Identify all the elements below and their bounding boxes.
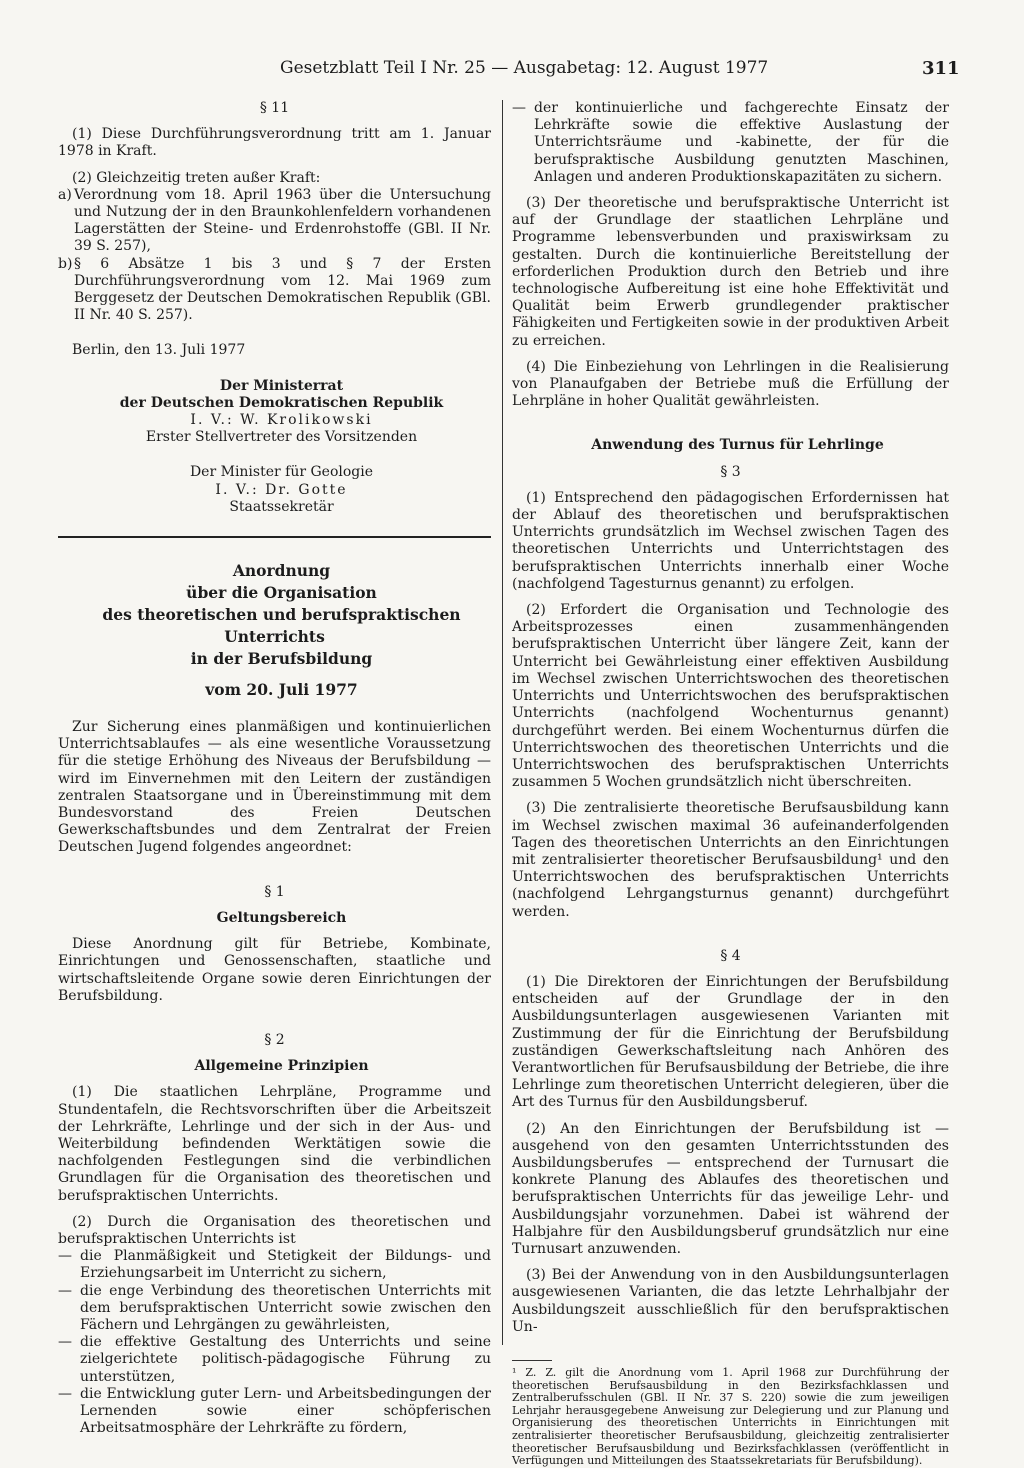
left-column	[58, 100, 491, 1437]
signatory-name: I. V.: Dr. Gotte	[215, 481, 348, 498]
signature-body: Der Minister für Geologie	[189, 464, 374, 481]
page-number: 311	[922, 58, 960, 79]
list-item	[58, 1334, 491, 1386]
section-group-title: Anwendung des Turnus für Lehrlinge	[591, 437, 884, 454]
section-4-para-1: (1) Die Direktoren der Einrichtungen der Berufsbildung entscheiden auf der Grundlage der in den Ausbildungsunterlagen ausgewiesenen Varianten mit Zustimmung der für die Einrichtung der Berufsbildung zuständigen Gewerkschaftsleitung nach Anhören des Verantwortlichen für Berufsausbildung der Betriebe, die ihre Lehrlinge zum theoretischen Unterricht delegieren, über die Art des Turnus für den Ausbildungsberuf.	[512, 973, 949, 1111]
signatory-name: I. V.: W. Krolikowski	[190, 412, 373, 429]
item-text: die effektive Gestaltung des Unterrichts und seine zielgerichtete politisch-pädagogische Führung zu unterstützen,	[80, 1334, 491, 1385]
section-3-para-1: (1) Entsprechend den pädagogischen Erfordernissen hat der Ablauf des theoretischen und berufspraktischen Unterrichts grundsätzlich im Wechsel zwischen Tagen des theoretischen Unterrichts und Unterrichtstagen des berufspraktischen Unterrichts innerhalb einer Woche (nachfolgend Tagesturnus genannt) zu erfolgen.	[512, 489, 949, 592]
section-4-heading: § 4	[720, 947, 741, 964]
section-11-heading: § 11	[259, 100, 290, 116]
section-1-heading: § 1	[264, 883, 285, 900]
section-1-title: Geltungsbereich	[216, 909, 347, 926]
item-label: b)	[58, 255, 73, 272]
column-divider	[502, 100, 503, 1345]
section-11-para-2: (2) Gleichzeitig treten außer Kraft:	[72, 169, 321, 186]
section-3-heading: § 3	[720, 463, 741, 480]
footnote: ¹ Z. Z. gilt die Anordnung vom 1. April 1968 zur Durchführung der theoretischen Berufsausbildung in den Bezirksfachklassen und Zentralberufsschulen (GBl. II Nr. 37 S. 220) sowie die zum jeweiligen Lehrjahr herausgegebene Anweisung zur Delegierung und zur Planung und Organisierung des theoretischen Unterrichts in Einrichtungen mit zentralisierter theoretischer Berufsausbildung, gleichzeitig zentralisierter theoretischer Berufsausbildung und Bezirksfachklassen (veröffentlicht in Verfügungen und Mitteilungen des Staatssekretariats für Berufsbildung).	[512, 1366, 949, 1468]
page-header	[280, 58, 960, 78]
list-item	[58, 1283, 491, 1335]
section-2-title: Allgemeine Prinzipien	[194, 1058, 369, 1075]
signature-body: Der Ministerrat	[219, 377, 344, 394]
item-text: Verordnung vom 18. April 1963 über die Untersuchung und Nutzung der in den Braunkohlenfeldern vorhandenen Lagerstätten der Steine- und Erdenrohstoffe (GBl. II Nr. 39 S. 257),	[74, 186, 491, 255]
preamble: Zur Sicherung eines planmäßigen und kontinuierlichen Unterrichtsablaufes — als eine wesentliche Voraussetzung für die stetige Erhöhung des Niveaus der Berufsbildung — wird im Einvernehmen mit den Leitern der zuständigen zentralen Staatsorgane und in Übereinstimmung mit dem Bundesvorstand des Freien Deutschen Gewerkschaftsbundes und dem Zentralrat der Freien Deutschen Jugend folgendes angeordnet:	[58, 719, 491, 856]
document-title: über die Organisation	[186, 583, 377, 603]
section-2-para-4: (4) Die Einbeziehung von Lehrlingen in die Realisierung von Planaufgaben der Betriebe muß die Erfüllung der Lehrpläne in hoher Qualität gewährleisten.	[512, 358, 949, 410]
dash-marker: —	[58, 1248, 72, 1265]
item-text: der kontinuierliche und fachgerechte Einsatz der Lehrkräfte sowie die effektive Auslastung der Unterrichtsräume und -kabinette, der für die berufspraktische Ausbildung genutzten Maschinen, Anlagen und anderen Produktionskapazitäten zu sichern.	[534, 100, 949, 185]
item-text: die Entwicklung guter Lern- und Arbeitsbedingungen der Lernenden sowie einer schöpferischen Arbeitsatmosphäre der Lehrkräfte zu fördern,	[80, 1385, 491, 1437]
dash-marker: —	[58, 1334, 72, 1351]
list-item	[58, 256, 491, 325]
section-4-para-3: (3) Bei der Anwendung von in den Ausbildungsunterlagen ausgewiesenen Varianten, die das letzte Lehrhalbjahr der Ausbildungszeit ausschließlich für den berufspraktischen Un-	[512, 1267, 949, 1335]
section-1-text: Diese Anordnung gilt für Betriebe, Kombinate, Einrichtungen und Genossenschaften, staatliche und wirtschaftsleitende Organe sowie deren Einrichtungen der Berufsbildung.	[58, 936, 491, 1004]
signatory-role: Erster Stellvertreter des Vorsitzenden	[145, 429, 418, 446]
document-title: des theoretischen und berufspraktischen Unterrichts	[102, 605, 461, 647]
list-item	[58, 187, 491, 256]
section-2-para-2: (2) Durch die Organisation des theoretischen und berufspraktischen Unterrichts ist	[58, 1213, 491, 1247]
dash-marker: —	[512, 100, 526, 116]
item-text: § 6 Absätze 1 bis 3 und § 7 der Ersten Durchführungsverordnung vom 12. Mai 1969 zum Berggesetz der Deutschen Demokratischen Republik (GBl. II Nr. 40 S. 257).	[74, 255, 491, 324]
item-text: die Planmäßigkeit und Stetigkeit der Bildungs- und Erziehungsarbeit im Unterricht zu sichern,	[80, 1248, 491, 1282]
dash-marker: —	[58, 1385, 72, 1402]
document-date: vom 20. Juli 1977	[205, 680, 358, 700]
section-2-para-1: (1) Die staatlichen Lehrpläne, Programme und Stundentafeln, die Rechtsvorschriften über die Arbeitszeit der Lehrkräfte, Lehrlinge und der sich in der Aus- und Weiterbildung befindenden Werktätigen sowie die nachfolgenden Festlegungen sind die verbindlichen Grundlagen für die Organisation des theoretischen und berufspraktischen Unterrichts.	[58, 1084, 491, 1204]
signature-body: der Deutschen Demokratischen Republik	[119, 394, 444, 411]
signatory-role: Staatssekretär	[229, 498, 334, 515]
document-title: in der Berufsbildung	[190, 649, 373, 669]
section-11-para-1: (1) Diese Durchführungsverordnung tritt am 1. Januar 1978 in Kraft.	[58, 126, 491, 160]
list-item	[58, 1386, 491, 1438]
header-text: Gesetzblatt Teil I Nr. 25 — Ausgabetag: 12. August 1977	[280, 58, 769, 78]
list-item	[512, 100, 949, 186]
place-date: Berlin, den 13. Juli 1977	[72, 342, 246, 359]
item-text: die enge Verbindung des theoretischen Unterrichts mit dem berufspraktischen Unterricht sowie zwischen den Fächern und Lehrgängen zu gewährleisten,	[80, 1282, 491, 1333]
dash-marker: —	[58, 1282, 72, 1299]
section-3-para-3: (3) Die zentralisierte theoretische Berufsausbildung kann im Wechsel zwischen maximal 36 aufeinanderfolgenden Tagen des theoretischen Unterrichts an den Einrichtungen mit zentralisierter theoretischer Berufsausbildung¹ und den Unterrichtswochen des berufspraktischen Unterrichts (nachfolgend Lehrgangsturnus genannt) durchgeführt werden.	[512, 800, 949, 920]
section-2-para-3: (3) Der theoretische und berufspraktische Unterricht ist auf der Grundlage der staatlichen Lehrpläne und Programme lebensverbunden und praxiswirksam zu gestalten. Durch die kontinuierliche Bereitstellung der erforderlichen Produktion durch den Betrieb und ihre technologische Aufbereitung ist eine hohe Effektivität und Qualität beim Erwerb grundlegender praktischer Fähigkeiten und Fertigkeiten sowie in der produktiven Arbeit zu erreichen.	[512, 195, 949, 349]
list-item	[58, 1248, 491, 1282]
section-3-para-2: (2) Erfordert die Organisation und Technologie des Arbeitsprozesses einen zusammenhängenden berufspraktischen Unterricht über längere Zeit, kann der Unterricht bei Gewährleistung einer effektiven Ausbildung im Wechsel zwischen Unterrichtswochen des theoretischen Unterrichts und Unterrichtswochen des berufspraktischen Unterrichts (nachfolgend Wochenturnus genannt) durchgeführt werden. Bei einem Wochenturnus dürfen die Unterrichtswochen des theoretischen Unterrichts und die Unterrichtswochen des berufspraktischen Unterrichts zusammen 5 Wochen grundsätzlich nicht überschreiten.	[512, 602, 949, 791]
section-2-heading: § 2	[264, 1031, 285, 1048]
right-column	[512, 100, 949, 1468]
section-4-para-2: (2) An den Einrichtungen der Berufsbildung ist — ausgehend von den gesamten Unterrichtsstunden des Ausbildungsberufes — entsprechend der Turnusart die konkrete Planung des Ablaufes des theoretischen und berufspraktischen Unterrichts für das jeweilige Lehr- und Ausbildungsjahr vorzunehmen. Dabei ist während der Halbjahre für den Ausbildungsberuf grundsätzlich nur eine Turnusart anzuwenden.	[512, 1120, 949, 1257]
footnote-divider	[512, 1360, 552, 1361]
document-title: Anordnung	[232, 561, 331, 581]
item-label: a)	[58, 186, 72, 203]
section-divider	[58, 536, 491, 538]
